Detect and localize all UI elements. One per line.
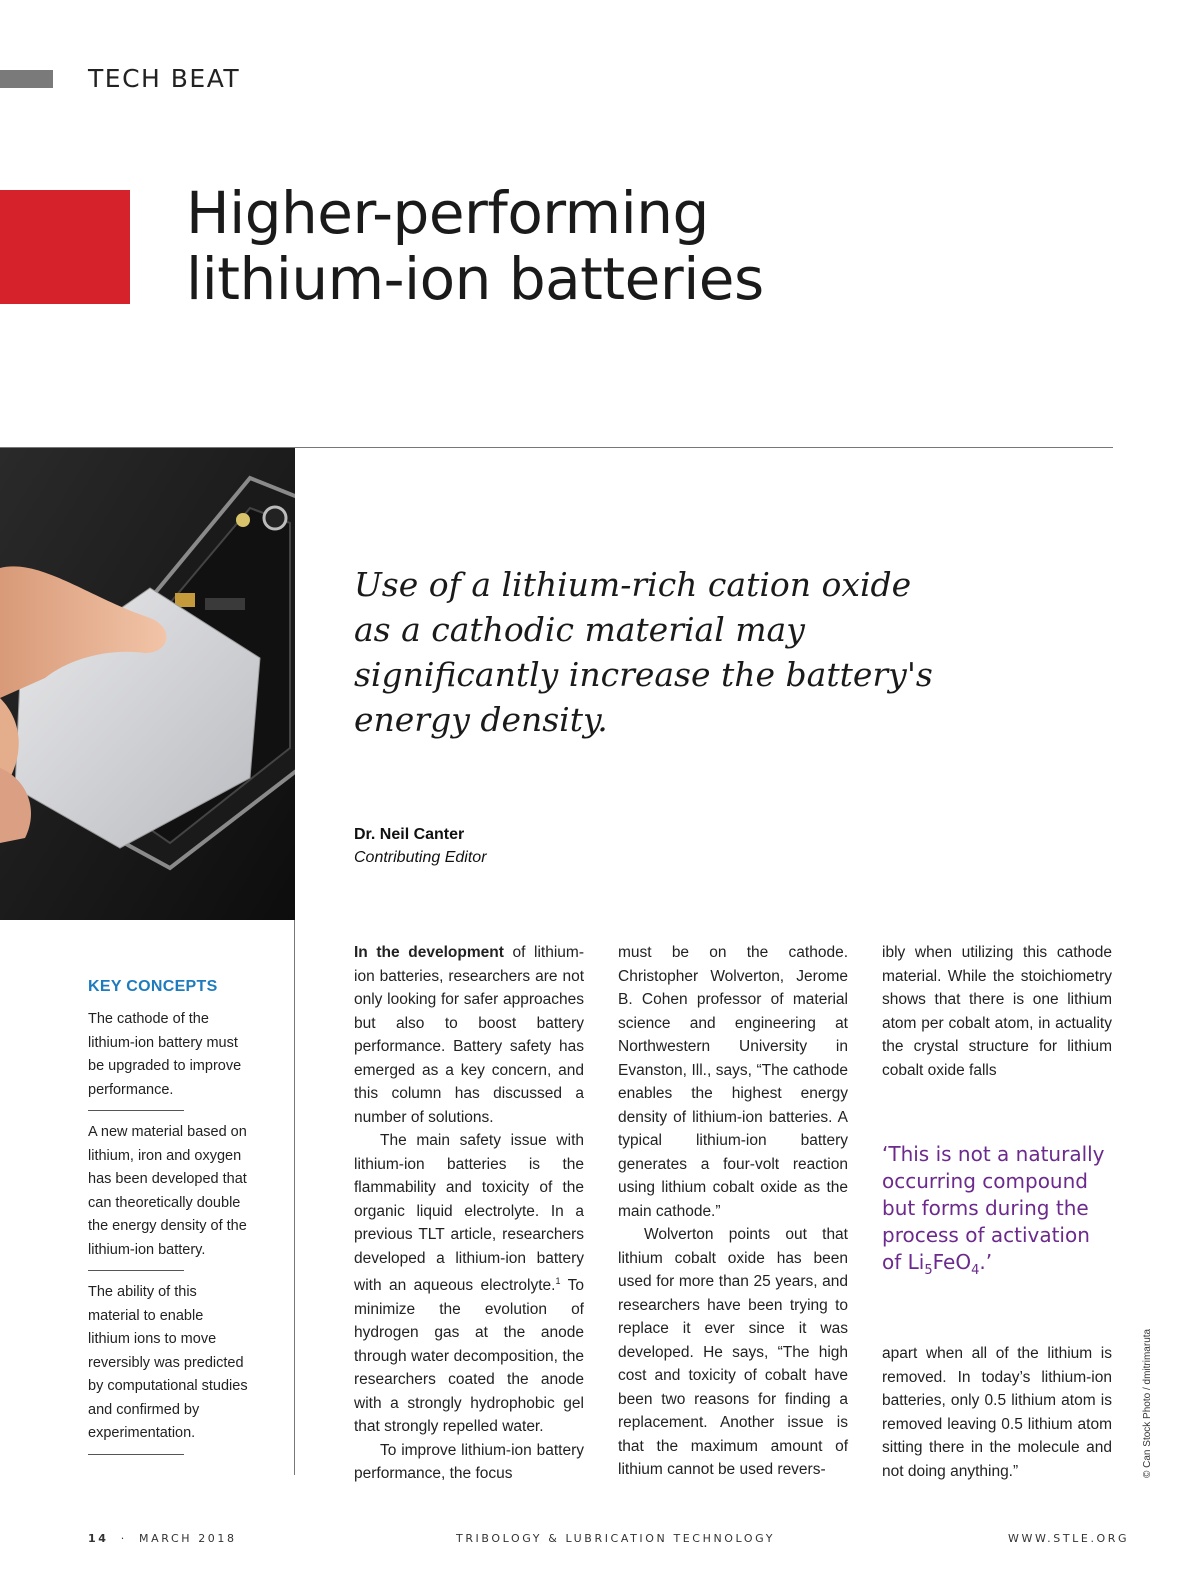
key-concept-item: The cathode of the lithium-ion battery must be upgraded to improve performance. — [88, 1008, 184, 1111]
accent-block — [0, 190, 130, 304]
article-deck: Use of a lithium-rich cation oxide as a cathodic material may significantly increase the battery's energy density. — [354, 565, 933, 739]
issue-date: MARCH 2018 — [139, 1532, 237, 1545]
section-label: TECH BEAT — [88, 64, 241, 93]
pull-quote: ‘This is not a naturally occurring compound but forms during the process of activation of $Li_5FeO_4$.’ — [882, 1142, 1105, 1278]
body-paragraph: Wolverton points out that lithium cobalt oxide has been used for more than 25 years, and researchers have been trying to replace it ever since it was developed. He says, “The high cost and toxicity of cobalt have been two reasons for finding a replacement. Another issue is that the maximum amount of lithium cannot be used revers- — [618, 1226, 848, 1478]
footer-page-info — [88, 1532, 237, 1545]
photo-illustration — [0, 448, 295, 920]
author-title: Contributing Editor — [354, 849, 487, 866]
key-concept-item: The ability of this material to enable lithium ions to move reversibly was predicted by computational studies and confirmed by experimentation. — [88, 1281, 184, 1455]
body-paragraph: ibly when utilizing this cathode material. While the stoichiometry shows that there is one lithium atom per cobalt atom, in actuality the crystal structure for lithium cobalt oxide falls — [882, 944, 1112, 1079]
website-link[interactable]: WWW.STLE.ORG — [1008, 1532, 1130, 1545]
title-line-1: Higher-performing — [186, 179, 709, 247]
body-paragraph: must be on the cathode. Christopher Wolverton, Jerome B. Cohen professor of material science and engineering at Northwestern University in Evanston, Ill., says, “The cathode enables the highest energy density of lithium-ion batteries. A typical lithium-ion battery generates a four-volt reaction using lithium cobalt oxide as the main cathode.” — [618, 944, 848, 1220]
footnote-ref: 1 — [555, 1276, 561, 1286]
body-column-1 — [354, 941, 584, 1486]
column-divider — [294, 920, 295, 1475]
body-column-3-bottom — [882, 1342, 1112, 1483]
body-paragraph: apart when all of the lithium is removed. In today’s lithium-ion batteries, only 0.5 lithium atom is removed leaving 0.5 lithium atom sitting there in the molecule and not doing anything.” — [882, 1345, 1112, 1480]
body-paragraph: The main safety issue with lithium-ion batteries is the flammability and toxicity of the organic liquid electrolyte. In a previous TLT article, researchers developed a lithium-ion battery with an aqueous electrolyte.$^1$ To minimize the evolution of hydrogen gas at the anode through water decomposition, the researchers coated the anode with a strongly hydrophobic gel that strongly repelled water. — [354, 1132, 584, 1436]
page-number: 14 — [88, 1532, 109, 1545]
lead-in: In the development — [354, 944, 504, 961]
body-paragraph: To improve lithium-ion battery performance, the focus — [354, 1441, 584, 1483]
key-concept-item: A new material based on lithium, iron and oxygen has been developed that can theoretically double the energy density of the lithium-ion battery. — [88, 1121, 184, 1271]
phone-battery-photo — [0, 448, 295, 920]
footer-separator: · — [120, 1532, 127, 1545]
author-name: Dr. Neil Canter — [354, 826, 465, 843]
title-line-2: lithium-ion batteries — [186, 245, 764, 313]
section-bar — [0, 70, 53, 88]
publication-name: TRIBOLOGY & LUBRICATION TECHNOLOGY — [456, 1532, 776, 1545]
key-concepts-list — [88, 1008, 248, 1465]
body-column-3-top — [882, 941, 1112, 1082]
body-column-2 — [618, 941, 848, 1482]
article-title — [186, 180, 764, 312]
photo-credit: © Can Stock Photo / dmitrimaruta — [1142, 1328, 1153, 1478]
body-paragraph: In the development of lithium-ion batteries, researchers are not only looking for safer approaches but also to boost battery performance. Battery safety has emerged as a key concern, and this column has discussed a number of solutions. — [354, 944, 584, 1126]
key-concepts-heading: KEY CONCEPTS — [88, 978, 218, 995]
